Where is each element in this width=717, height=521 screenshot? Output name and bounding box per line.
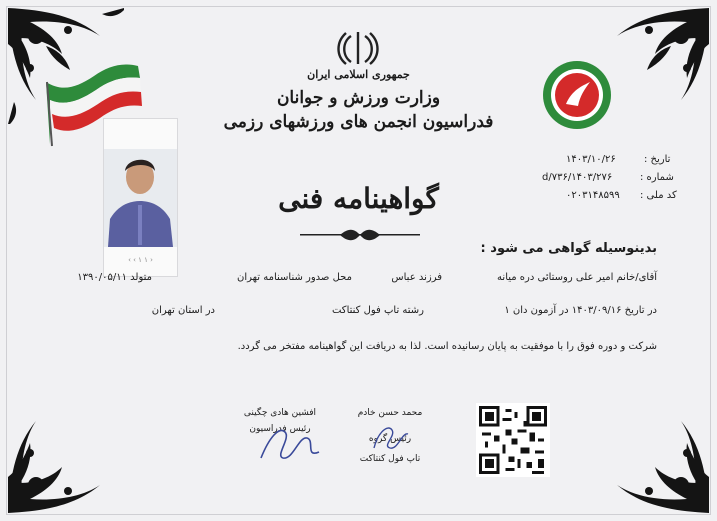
header-line2: وزارت ورزش و جوانان [276, 88, 441, 108]
emblem-icon [336, 30, 380, 66]
number-label: شماره : [640, 172, 674, 183]
province: در استان تهران [151, 305, 215, 316]
student-name: آقای/خانم امیر علی روستائی دره میانه [497, 272, 657, 283]
father-name: فرزند عباس [391, 272, 442, 283]
header-line1: جمهوری اسلامی ایران [307, 68, 410, 81]
signature-icon [368, 418, 414, 458]
right-signer-group: تاپ فول کنتاکت [359, 454, 421, 464]
national-id-value: ۰۲۰۳۱۴۸۵۹۹ [566, 190, 620, 201]
signature-icon [255, 418, 325, 466]
student-photo [103, 118, 178, 277]
photo-caption: ‹ ‹ ۱ ۱ › [128, 256, 153, 264]
right-signer-title: رئیس گروه [368, 434, 412, 444]
date-label: تاریخ : [644, 154, 671, 165]
federation-logo-icon [542, 60, 612, 130]
birthdate: متولد ۱۳۹۰/۰۵/۱۱ [77, 272, 152, 283]
corner-ornament [591, 395, 711, 515]
birthplace: محل صدور شناسنامه تهران [237, 272, 352, 283]
date-value: ۱۴۰۳/۱۰/۲۶ [566, 154, 616, 165]
national-id-label: کد ملی : [640, 190, 677, 201]
left-signer-title: رئیس فدراسیون [249, 424, 311, 434]
corner-ornament [6, 395, 126, 515]
left-signer-name: افشین هادی چگینی [243, 408, 317, 418]
certificate-title: گواهینامه فنی [278, 182, 439, 215]
qr-code-icon [476, 403, 550, 477]
exam-info: در تاریخ ۱۴۰۳/۰۹/۱۶ در آزمون دان ۱ [504, 305, 657, 316]
closing-text: شرکت و دوره فوق را با موفقیت به پایان رسانیده است. لذا به دریافت این گواهینامه مفتخر می گردد. [237, 341, 657, 352]
header-line3: فدراسیون انجمن های ورزشهای رزمی [223, 112, 494, 132]
number-value: ۱۴۰۳/۲۷۶/d/۷۳۶ [542, 172, 613, 183]
discipline: رشته تاپ فول کنتاکت [331, 305, 424, 316]
intro-text: بدینوسیله گواهی می شود : [480, 241, 657, 256]
right-signer-name: محمد حسن خادم [357, 408, 423, 418]
ornamental-divider-icon [300, 227, 420, 241]
